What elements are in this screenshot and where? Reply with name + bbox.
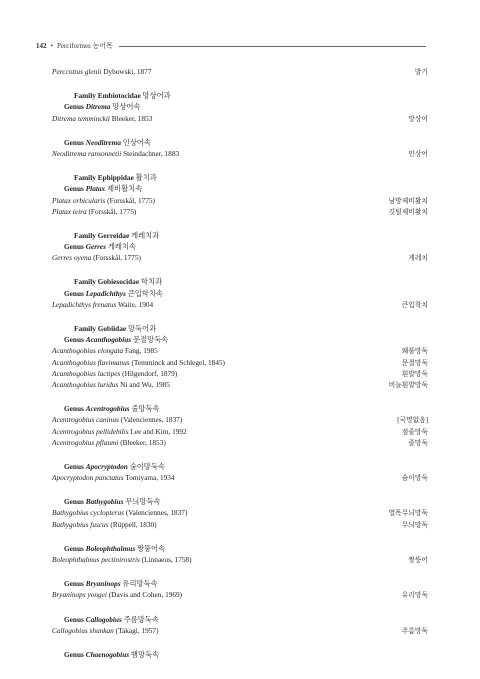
- family-heading: [52, 323, 428, 334]
- species-row: [52, 357, 428, 368]
- genus-name: Acentrogobius: [85, 404, 130, 414]
- genus-heading: [52, 496, 428, 507]
- species-row: [52, 195, 428, 206]
- genus-korean-name: 문절망둑속: [132, 335, 169, 345]
- rank-label: Family: [74, 91, 96, 101]
- authority: Bleeker, 1853: [111, 113, 153, 123]
- species-names: [52, 357, 225, 368]
- group-spacer: [52, 448, 428, 461]
- rank-label: Genus: [64, 649, 84, 659]
- species-row: [52, 507, 428, 518]
- korean-name: 줄망둑: [408, 439, 428, 447]
- species-names: [52, 414, 182, 425]
- genus-korean-name: 주름망둑속: [123, 614, 159, 624]
- korean-name: 망상어: [408, 115, 428, 123]
- group-spacer: [52, 263, 428, 276]
- korean-name: 열목무늬망둑: [388, 510, 428, 518]
- species-names: [52, 113, 152, 124]
- korean-name: 발기: [414, 69, 428, 76]
- rank-label: Family: [74, 230, 96, 240]
- korean-name: 비늘흰발망둑: [388, 381, 428, 389]
- group-spacer: [52, 636, 428, 649]
- scientific-name: Platax orbicularis: [52, 195, 106, 205]
- rank-label: Genus: [64, 461, 84, 471]
- species-row: [52, 345, 428, 356]
- scientific-name: Boleophthalmus pectinirostris: [52, 555, 140, 564]
- genus-korean-name: 제비활치속: [107, 184, 143, 194]
- korean-name: 점줄망둑: [401, 428, 428, 436]
- species-row: [52, 113, 428, 124]
- species-names: [52, 554, 192, 565]
- authority: Dybowski, 1877: [103, 67, 152, 76]
- species-row: [52, 519, 428, 530]
- korean-name: 인상어: [408, 150, 428, 158]
- authority: (Davis and Cohen, 1969): [108, 590, 183, 600]
- species-names: [52, 625, 159, 636]
- rank-label: Genus: [64, 137, 84, 147]
- group-spacer: [52, 565, 428, 578]
- authority: (Temminck and Schlegel, 1845): [131, 357, 225, 367]
- species-row: [52, 437, 428, 448]
- family-korean-name: 망둑어과: [127, 324, 157, 333]
- genus-korean-name: 큰입학치속: [127, 288, 163, 298]
- scientific-name: Bathygobius cyclopterus: [52, 508, 124, 518]
- family-name: Embiotocidae: [97, 91, 141, 101]
- scientific-name: Ditrema temminckii: [52, 113, 110, 123]
- species-names: [52, 472, 175, 483]
- species-row: [52, 379, 428, 390]
- group-spacer: [52, 217, 428, 230]
- genus-name: Callogobius: [85, 614, 122, 624]
- authority: (Forsskål, 1775): [107, 195, 155, 205]
- species-row: [52, 554, 428, 565]
- scientific-name: Callogobius shunkan: [52, 625, 114, 635]
- family-korean-name: 게레치과: [131, 230, 160, 240]
- rank-label: Family: [74, 324, 96, 333]
- authority: (Forsskål, 1775): [88, 206, 137, 216]
- genus-heading: [52, 241, 428, 252]
- genus-heading: [52, 334, 428, 345]
- authority: (Hilgendorf, 1879): [122, 368, 178, 378]
- genus-name: Chaenogobius: [85, 649, 130, 659]
- rank-label: Genus: [64, 102, 84, 112]
- scientific-name: Acentrogobius caninus: [52, 415, 119, 425]
- rank-label: Genus: [64, 497, 84, 507]
- scientific-name: Acanthogobius luridus: [52, 379, 119, 389]
- scientific-name: Bryaninops yongei: [52, 590, 107, 600]
- scientific-name: Gerres oyena: [52, 253, 92, 263]
- family-name: Gerreidae: [97, 230, 130, 240]
- rank-label: Family: [74, 173, 96, 183]
- genus-heading: [52, 649, 428, 660]
- genus-name: Gerres: [85, 242, 106, 252]
- authority: Tomiyama, 1934: [125, 473, 175, 483]
- genus-name: Acanthogobius: [85, 335, 132, 345]
- genus-name: Bathygobius: [85, 497, 124, 507]
- species-names: [52, 252, 141, 263]
- genus-korean-name: 숨이망둑속: [129, 461, 165, 471]
- korean-name: 남방제비활치: [388, 197, 428, 205]
- genus-heading: [52, 101, 428, 112]
- rank-label: Genus: [64, 184, 84, 194]
- genus-name: Ditrema: [85, 102, 111, 112]
- species-names: [52, 345, 158, 356]
- korean-name: 게레치: [408, 255, 428, 263]
- korean-name: 유리망둑: [401, 592, 428, 600]
- korean-name: [국명없음]: [397, 417, 428, 425]
- species-names: [52, 368, 177, 379]
- genus-korean-name: 망상어속: [112, 102, 141, 112]
- family-heading: [52, 230, 428, 241]
- genus-name: Neoditrema: [85, 137, 121, 147]
- korean-name: 주름망둑: [401, 627, 428, 635]
- authority: Steindachner, 1883: [123, 148, 180, 158]
- korean-name: 문절망둑: [401, 359, 428, 367]
- section-title: Perciformes 농어목: [56, 42, 113, 50]
- genus-heading: [52, 403, 428, 414]
- species-row: [52, 472, 428, 483]
- species-names: [52, 148, 179, 159]
- authority: Lee and Kim, 1992: [130, 426, 187, 436]
- genus-heading: [52, 137, 428, 148]
- genus-heading: [52, 461, 428, 472]
- genus-korean-name: 무늬망둑속: [125, 497, 161, 507]
- authority: Waite, 1904: [118, 299, 154, 309]
- genus-korean-name: 인상어속: [122, 137, 151, 147]
- rank-label: Genus: [64, 242, 84, 252]
- korean-name: 숨이망둑: [401, 475, 428, 483]
- family-heading: [52, 90, 428, 101]
- page-number: 142: [36, 42, 47, 50]
- scientific-name: Acentrogobius pflaumi: [52, 437, 119, 447]
- scientific-name: Bathygobius fuscus: [52, 519, 109, 529]
- group-spacer: [52, 310, 428, 323]
- genus-heading: [52, 183, 428, 194]
- authority: (Valenciennes, 1837): [120, 415, 183, 425]
- species-row: [52, 589, 428, 600]
- scientific-name: Apocryptodon punctatus: [52, 473, 124, 483]
- scientific-name: Acanthogobius elongata: [52, 346, 124, 356]
- species-names: [52, 206, 136, 217]
- group-spacer: [52, 77, 428, 90]
- rank-label: Family: [74, 277, 96, 287]
- scientific-name: Acentrogobius pellidebilis: [52, 426, 129, 436]
- korean-name: 흰발망둑: [401, 370, 428, 378]
- species-row: [52, 368, 428, 379]
- species-row: [52, 426, 428, 437]
- scientific-name: Lepadichthys frenatus: [52, 299, 117, 309]
- species-names: [52, 437, 166, 448]
- group-spacer: [52, 390, 428, 403]
- authority: (Bleeker, 1853): [120, 437, 166, 447]
- species-row: [52, 206, 428, 217]
- authority: (Rüppell, 1830): [110, 519, 157, 529]
- scientific-name: Acanthogobius lactipes: [52, 368, 121, 378]
- header-rule: [119, 46, 426, 47]
- running-header: [36, 40, 426, 52]
- group-spacer: [52, 601, 428, 614]
- genus-name: Platax: [85, 184, 106, 194]
- rank-label: Genus: [64, 579, 84, 589]
- authority: Ni and Wu, 1985: [120, 379, 170, 389]
- species-names: [52, 426, 187, 437]
- rank-label: Genus: [64, 335, 84, 345]
- korean-name: 무늬망둑: [401, 521, 428, 529]
- genus-name: Bryaninops: [85, 579, 121, 589]
- scientific-name: Perccottus glenii: [52, 67, 102, 76]
- species-row: [52, 414, 428, 425]
- species-row: [52, 252, 428, 263]
- species-names: [52, 66, 151, 77]
- korean-name: 큰입학치: [401, 301, 428, 309]
- species-names: [52, 379, 170, 390]
- species-row: [52, 66, 428, 77]
- genus-name: Lepadichthys: [85, 288, 126, 298]
- scientific-name: Platax teira: [52, 206, 87, 216]
- family-heading: [52, 276, 428, 287]
- genus-korean-name: 뱀망둑속: [130, 649, 160, 659]
- species-names: [52, 299, 153, 310]
- authority: (Linnaeus, 1758): [141, 555, 192, 564]
- authority: (Takagi, 1957): [115, 625, 159, 635]
- genus-name: Apocryptodon: [85, 461, 128, 471]
- genus-heading: [52, 614, 428, 625]
- family-korean-name: 활치과: [135, 173, 157, 183]
- family-name: Gobiesocidae: [97, 277, 140, 287]
- rank-label: Genus: [64, 614, 84, 624]
- species-list: [52, 66, 428, 660]
- genus-korean-name: 유리망둑속: [122, 579, 158, 589]
- family-korean-name: 학치과: [140, 277, 163, 287]
- species-names: [52, 507, 187, 518]
- group-spacer: [52, 124, 428, 137]
- rank-label: Genus: [64, 543, 84, 553]
- species-row: [52, 625, 428, 636]
- korean-name: 짱뚱어: [408, 557, 428, 564]
- scientific-name: Acanthogobius flavimanus: [52, 357, 130, 367]
- genus-korean-name: 줄망둑속: [131, 404, 160, 414]
- species-row: [52, 148, 428, 159]
- genus-heading: [52, 288, 428, 299]
- family-heading: [52, 172, 428, 183]
- authority: (Valenciennes, 1837): [125, 508, 188, 518]
- genus-heading: [52, 543, 428, 554]
- genus-name: Boleophthalmus: [85, 543, 136, 553]
- species-row: [52, 299, 428, 310]
- species-names: [52, 589, 182, 600]
- species-names: [52, 519, 157, 530]
- korean-name: 깃털제비활치: [388, 208, 428, 216]
- scientific-name: Neoditrema ransonnetii: [52, 148, 122, 158]
- family-name: Gobiidae: [97, 324, 127, 333]
- authority: (Forsskål, 1775): [93, 253, 141, 263]
- family-name: Ephippidae: [97, 173, 134, 183]
- group-spacer: [52, 530, 428, 543]
- group-spacer: [52, 159, 428, 172]
- species-names: [52, 195, 155, 206]
- authority: Fang, 1985: [124, 346, 158, 356]
- family-korean-name: 망상어과: [142, 91, 171, 101]
- korean-name: 왜풀망둑: [401, 348, 428, 356]
- rank-label: Genus: [64, 288, 84, 298]
- genus-heading: [52, 578, 428, 589]
- rank-label: Genus: [64, 404, 84, 414]
- genus-korean-name: 게레치속: [107, 242, 137, 252]
- group-spacer: [52, 483, 428, 496]
- header-separator: •: [50, 42, 53, 50]
- genus-korean-name: 짱뚱어속: [137, 543, 166, 553]
